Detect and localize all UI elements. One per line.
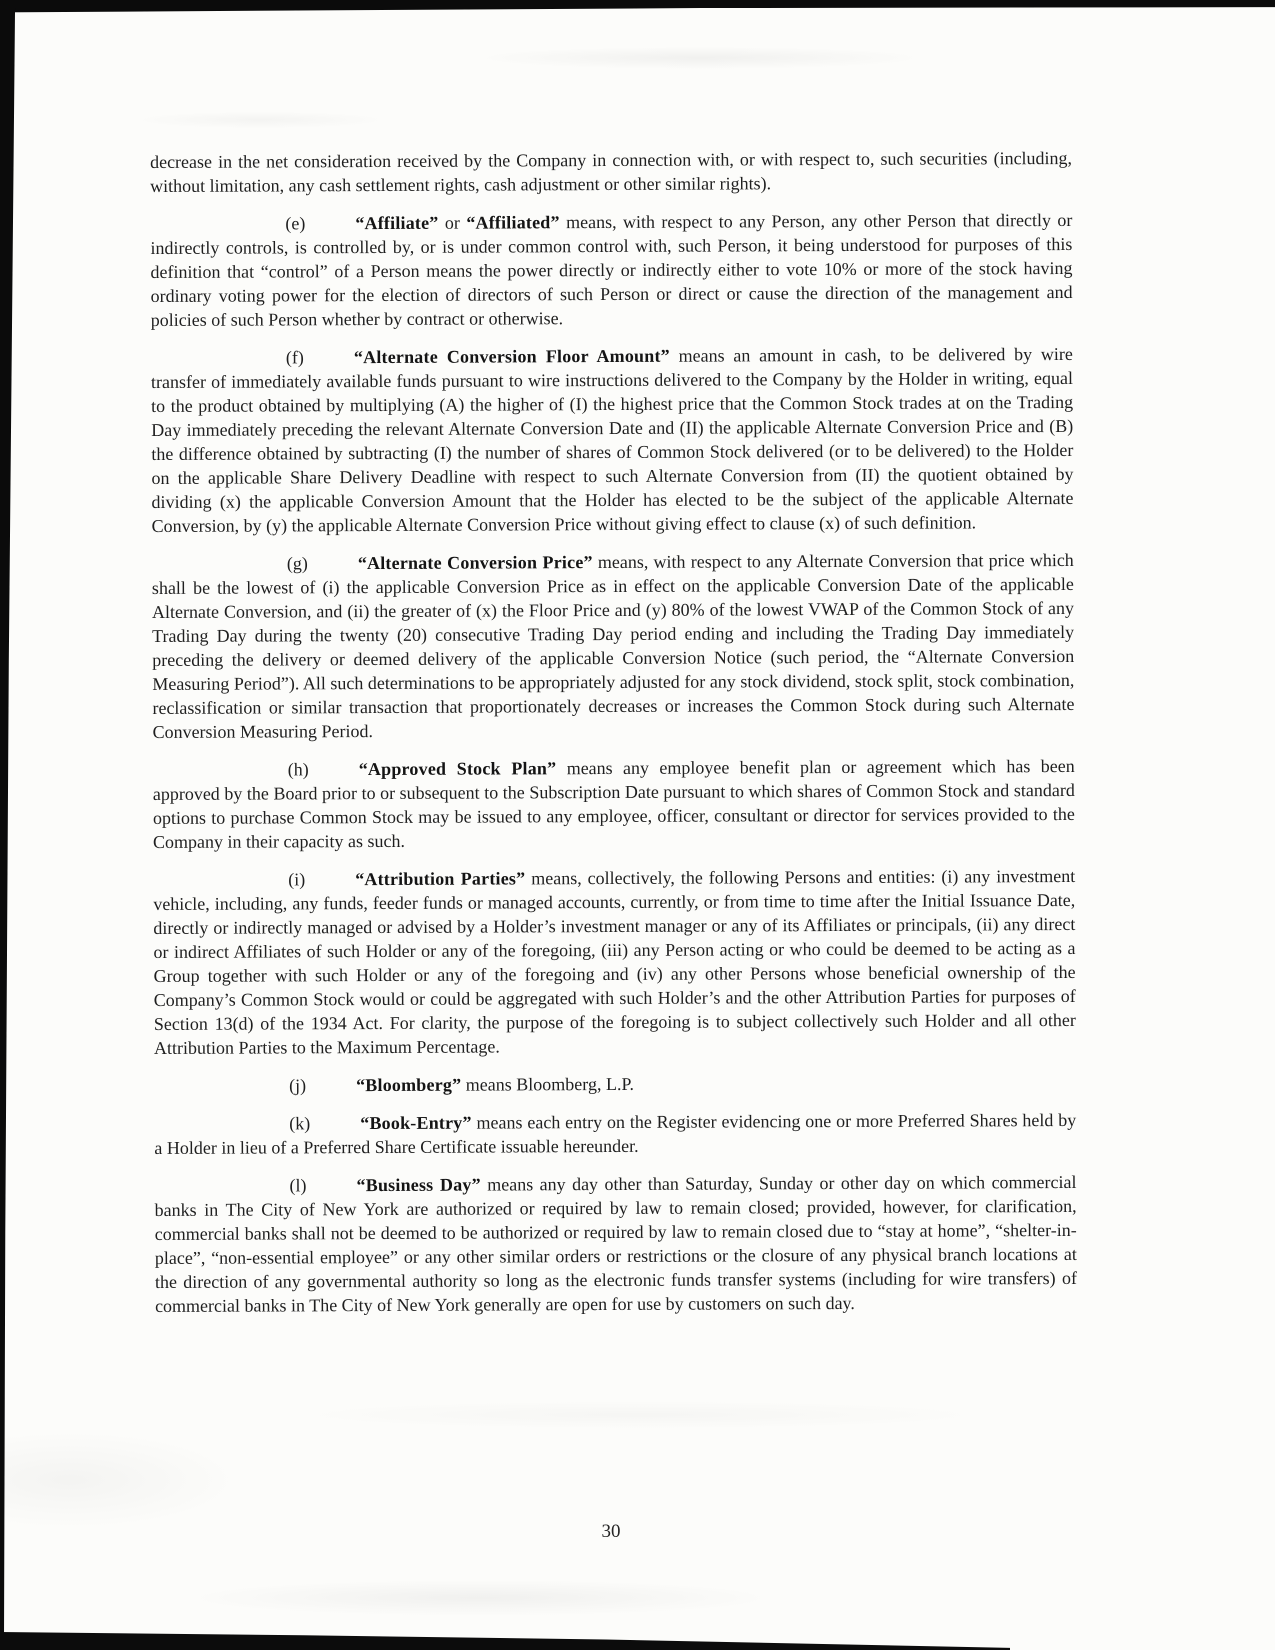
- scan-border-left: [0, 8, 16, 1642]
- paragraph-text: means, with respect to any Alternate Conversion that price which shall be the lowest of (i) the applicable Conversion Price as in effect on the applicable Conversion Date of the applicable Alternate Conversion, and (ii) the greater of (x) the Floor Price and (y) 80% of the lowest VWAP of the Common Stock of any Trading Day during the twenty (20) consecutive Trading Day period ending and including the Trading Day immediately preceding the delivery or deemed delivery of the applicable Conversion Notice (such period, the “Alternate Conversion Measuring Period”). All such determinations to be appropriately adjusted for any stock dividend, stock split, stock combination, reclassification or similar transaction that proportionately decreases or increases the Common Stock during such Alternate Conversion Measuring Period.: [151, 549, 1075, 742]
- defined-term: “Business Day”: [356, 1174, 481, 1196]
- paragraph-text: means any employee benefit plan or agreement which has been approved by the Board prior to or subsequent to the Subscription Date pursuant to which shares of Common Stock and standard options to purchase Common Stock may be issued to any employee, officer, consultant or director for services provided to the Company in their capacity as such.: [152, 755, 1075, 852]
- definition-paragraph-i: [153, 864, 1076, 1060]
- clause-label: (l): [289, 1175, 307, 1196]
- definition-paragraph-k: [154, 1108, 1076, 1160]
- page-body-text: [150, 146, 1077, 1332]
- clause-label: (e): [285, 213, 306, 234]
- paragraph-text: means each entry on the Register evidencing one or more Preferred Shares held by a Holder in lieu of a Preferred Share Certificate issuable hereunder.: [154, 1109, 1077, 1158]
- defined-term: “Book-Entry”: [360, 1112, 472, 1134]
- paragraph-text: means, with respect to any Person, any other Person that directly or indirectly controls, is controlled by, or is under common control with, such Person, it being understood for purposes of this definition that “control” of a Person means the power directly or indirectly either to vote 10% or more of the stock having ordinary voting power for the election of directors of such Person or direct or cause the direction of the management and policies of such Person whether by contract or otherwise.: [150, 209, 1073, 330]
- paragraph-text: decrease in the net consideration received by the Company in connection with, or with respect to, such securities (including, without limitation, any cash settlement rights, cash adjustment or other similar rights).: [150, 147, 1073, 196]
- defined-term: “Approved Stock Plan”: [358, 758, 557, 780]
- definition-paragraph-e: [150, 208, 1073, 332]
- defined-term: “Affiliate”: [355, 212, 439, 234]
- paragraph-text: means an amount in cash, to be delivered by wire transfer of immediately available funds pursuant to wire instructions delivered to the Company by the Holder in writing, equal to the product obtained by multiplying (A) the higher of (I) the highest price that the Common Stock trades at on the Trading Day immediately preceding the relevant Alternate Conversion Date and (II) the applicable Alternate Conversion Price and (B) the difference obtained by subtracting (I) the number of shares of Common Stock delivered (or to be delivered) to the Holder on the applicable Share Delivery Deadline with respect to such Alternate Conversion from (II) the quotient obtained by dividing (x) the applicable Conversion Amount that the Holder has elected to be the subject of the applicable Alternate Conversion, by (y) the applicable Alternate Conversion Price without giving effect to clause (x) of such definition.: [150, 343, 1074, 536]
- paragraph-continuation: [150, 146, 1072, 198]
- clause-label: (h): [287, 759, 309, 780]
- defined-term: “Attribution Parties”: [355, 868, 526, 890]
- definition-paragraph-j: [154, 1070, 1076, 1098]
- defined-term: “Alternate Conversion Floor Amount”: [353, 345, 670, 368]
- scan-border-bottom: [0, 1629, 1010, 1650]
- definition-paragraph-h: [153, 754, 1075, 854]
- scan-border-top: [0, 0, 1275, 13]
- page-number: 30: [601, 1521, 621, 1542]
- paragraph-text: means Bloomberg, L.P.: [461, 1073, 634, 1095]
- paragraph-text: means any day other than Saturday, Sunday or other day on which commercial banks in The City of New York are authorized or required by law to remain closed; provided, however, for clarification, commercial banks shall not be deemed to be authorized or required by law to remain closed due to “stay at home”, “shelter-in-place”, “non-essential employee” or any other similar orders or restrictions or the closure of any physical branch locations at the direction of any governmental authority so long as the electronic funds transfer systems (including for wire transfers) of commercial banks in The City of New York generally are open for use by customers on such day.: [154, 1171, 1077, 1316]
- clause-label: (i): [288, 869, 306, 890]
- paragraph-text: means, collectively, the following Persons and entities: (i) any investment vehicle, including, any funds, feeder funds or managed accounts, currently, or from time to time after the Initial Issuance Date, directly or indirectly managed or advised by a Holder’s investment manager or any of its Affiliates or principals, (ii) any direct or indirect Affiliates of such Holder or any of the foregoing, (iii) any Person acting or who could be deemed to be acting as a Group together with such Holder or any of the foregoing and (iv) any other Persons whose beneficial ownership of the Company’s Common Stock would or could be aggregated with such Holder’s and the other Attribution Parties for purposes of Section 13(d) of the 1934 Act. For clarity, the purpose of the foregoing is to subject collectively such Holder and all other Attribution Parties to the Maximum Percentage.: [153, 865, 1076, 1058]
- clause-label: (f): [285, 347, 304, 368]
- defined-term: “Affiliated”: [466, 212, 560, 233]
- defined-term: “Alternate Conversion Price”: [357, 552, 593, 574]
- definition-paragraph-g: [152, 548, 1075, 744]
- clause-label: (k): [289, 1113, 311, 1134]
- paragraph-text: or: [438, 212, 467, 233]
- clause-label: (g): [286, 553, 308, 574]
- definition-paragraph-l: [154, 1170, 1077, 1318]
- definition-paragraph-f: [151, 342, 1074, 538]
- clause-label: (j): [289, 1075, 307, 1096]
- defined-term: “Bloomberg”: [356, 1074, 462, 1096]
